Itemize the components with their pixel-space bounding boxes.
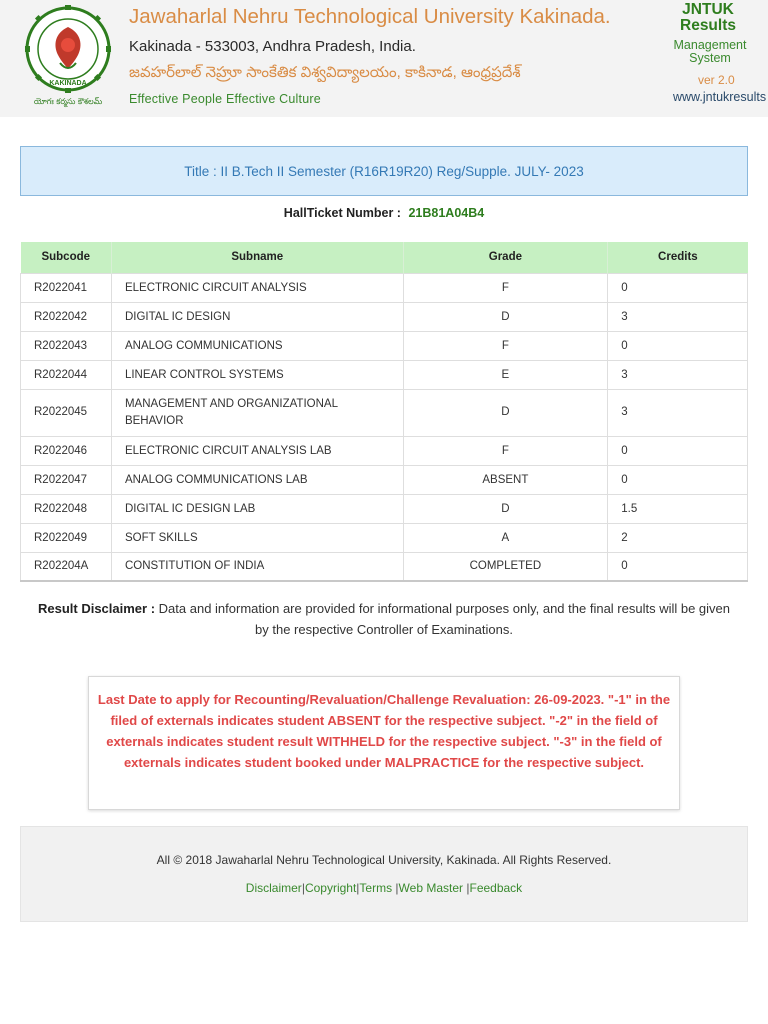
footer-link-terms[interactable]: Terms bbox=[359, 881, 396, 895]
university-motto: Effective People Effective Culture bbox=[129, 92, 321, 106]
cell-credits: 2 bbox=[608, 523, 748, 552]
revaluation-notice: Last Date to apply for Recounting/Revaluation/Challenge Revaluation: 26-09-2023. "-1" in the filed of externals indicates student ABSENT for the respective subject. "-2" in the field of externals indicates student result WITHHELD for the respective subject. "-3" in the field of externals indicates student booked under MALPRACTICE for the respective subject. bbox=[88, 676, 680, 810]
cell-subname: ELECTRONIC CIRCUIT ANALYSIS LAB bbox=[111, 436, 403, 465]
svg-text:యోగః కర్మసు కౌశలమ్: యోగః కర్మసు కౌశలమ్ bbox=[33, 97, 103, 106]
version-label: ver 2.0 bbox=[698, 73, 735, 87]
cell-credits: 0 bbox=[608, 465, 748, 494]
table-row bbox=[21, 552, 748, 581]
cell-grade: E bbox=[403, 360, 608, 389]
footer-links bbox=[21, 881, 747, 895]
cell-subcode: R202204A bbox=[21, 552, 112, 581]
cell-subname: DIGITAL IC DESIGN bbox=[111, 302, 403, 331]
cell-credits: 0 bbox=[608, 331, 748, 360]
university-address: Kakinada - 533003, Andhra Pradesh, India. bbox=[129, 38, 416, 55]
link-separator: | bbox=[301, 881, 305, 895]
table-row bbox=[21, 465, 748, 494]
svg-text:KAKINADA: KAKINADA bbox=[49, 80, 87, 87]
cell-subname: LINEAR CONTROL SYSTEMS bbox=[111, 360, 403, 389]
hallticket-number: 21B81A04B4 bbox=[408, 206, 485, 220]
cell-subcode: R2022047 bbox=[21, 465, 112, 494]
brand-logo bbox=[660, 2, 768, 33]
site-header bbox=[0, 0, 768, 117]
hallticket-line bbox=[0, 206, 768, 220]
brand-subtitle: Management System bbox=[673, 38, 747, 65]
cell-subcode: R2022046 bbox=[21, 436, 112, 465]
brand-line1: JNTUK bbox=[682, 1, 734, 18]
footer-link-disclaimer[interactable]: Disclaimer bbox=[245, 881, 302, 895]
footer-link-copyright[interactable]: Copyright bbox=[304, 881, 357, 895]
cell-subname: CONSTITUTION OF INDIA bbox=[111, 552, 403, 581]
cell-grade: D bbox=[403, 302, 608, 331]
table-row bbox=[21, 436, 748, 465]
header-subname: Subname bbox=[111, 242, 403, 273]
cell-grade: D bbox=[403, 389, 608, 436]
cell-credits: 0 bbox=[608, 273, 748, 302]
university-telugu-name: జవహర్‌లాల్ నెహ్రూ సాంకేతిక విశ్వవిద్యాలయం, కాకినాడ, ఆంధ్రప్రదేశ్ bbox=[129, 64, 521, 81]
cell-subcode: R2022045 bbox=[21, 389, 112, 436]
cell-grade: ABSENT bbox=[403, 465, 608, 494]
cell-subcode: R2022042 bbox=[21, 302, 112, 331]
site-url: www.jntukresults bbox=[673, 90, 767, 104]
table-row bbox=[21, 302, 748, 331]
table-row bbox=[21, 360, 748, 389]
cell-subname: ANALOG COMMUNICATIONS bbox=[111, 331, 403, 360]
cell-subname: DIGITAL IC DESIGN LAB bbox=[111, 494, 403, 523]
disclaimer-label: Result Disclaimer : bbox=[37, 601, 156, 616]
table-header-row bbox=[21, 242, 748, 273]
cell-credits: 1.5 bbox=[608, 494, 748, 523]
results-table bbox=[20, 242, 748, 582]
cell-subcode: R2022049 bbox=[21, 523, 112, 552]
header-grade: Grade bbox=[403, 242, 608, 273]
cell-subcode: R2022048 bbox=[21, 494, 112, 523]
link-separator: | bbox=[395, 881, 399, 895]
university-title: Jawaharlal Nehru Technological University Kakinada. bbox=[129, 5, 611, 28]
exam-title: Title : II B.Tech II Semester (R16R19R20) Reg/Supple. JULY- 2023 bbox=[184, 163, 584, 179]
result-disclaimer bbox=[30, 598, 738, 640]
cell-grade: A bbox=[403, 523, 608, 552]
header-credits: Credits bbox=[608, 242, 748, 273]
brand-line2: Results bbox=[680, 17, 736, 34]
cell-credits: 3 bbox=[608, 389, 748, 436]
copyright-text: All © 2018 Jawaharlal Nehru Technological University, Kakinada. All Rights Reserved. bbox=[156, 853, 612, 867]
table-row bbox=[21, 273, 748, 302]
hallticket-label: HallTicket Number : bbox=[283, 206, 401, 220]
cell-grade: D bbox=[403, 494, 608, 523]
cell-grade: COMPLETED bbox=[403, 552, 608, 581]
table-row bbox=[21, 523, 748, 552]
cell-subname: MANAGEMENT AND ORGANIZATIONAL BEHAVIOR bbox=[111, 389, 403, 436]
cell-credits: 3 bbox=[608, 302, 748, 331]
site-footer bbox=[20, 826, 748, 922]
header-subcode: Subcode bbox=[21, 242, 112, 273]
table-row bbox=[21, 494, 748, 523]
disclaimer-text: Data and information are provided for informational purposes only, and the final results will be given by the respective Controller of Examinations. bbox=[158, 601, 731, 637]
footer-link-feedback[interactable]: Feedback bbox=[469, 881, 523, 895]
cell-subname: ELECTRONIC CIRCUIT ANALYSIS bbox=[111, 273, 403, 302]
exam-title-box bbox=[20, 146, 748, 196]
cell-grade: F bbox=[403, 436, 608, 465]
footer-link-webmaster[interactable]: Web Master bbox=[398, 881, 467, 895]
cell-subcode: R2022043 bbox=[21, 331, 112, 360]
cell-subcode: R2022044 bbox=[21, 360, 112, 389]
cell-grade: F bbox=[403, 331, 608, 360]
cell-grade: F bbox=[403, 273, 608, 302]
cell-subname: ANALOG COMMUNICATIONS LAB bbox=[111, 465, 403, 494]
link-separator: | bbox=[466, 881, 470, 895]
cell-subname: SOFT SKILLS bbox=[111, 523, 403, 552]
cell-credits: 0 bbox=[608, 436, 748, 465]
cell-credits: 0 bbox=[608, 552, 748, 581]
table-row bbox=[21, 389, 748, 436]
link-separator: | bbox=[356, 881, 360, 895]
cell-subcode: R2022041 bbox=[21, 273, 112, 302]
university-logo-icon bbox=[25, 5, 111, 111]
cell-credits: 3 bbox=[608, 360, 748, 389]
table-row bbox=[21, 331, 748, 360]
